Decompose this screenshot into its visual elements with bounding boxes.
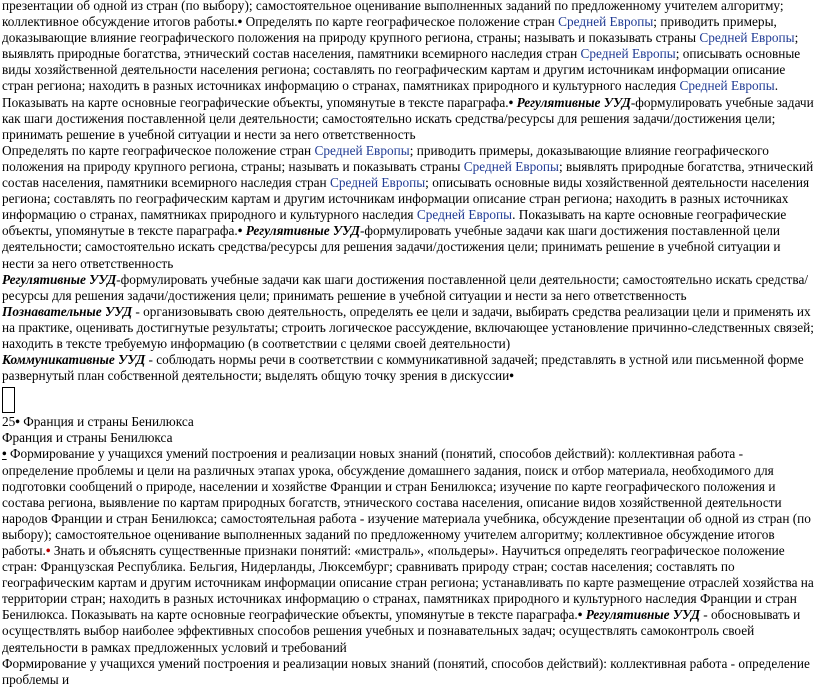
paragraph-2 xyxy=(2,143,814,272)
region-name: Средней Европы xyxy=(679,78,775,94)
topic-name: Франции и стран Бенилюкса xyxy=(330,478,493,494)
bullet: • xyxy=(45,543,51,558)
cognitive-label: Познавательные УУД xyxy=(2,303,133,319)
region-name: Средней Европы xyxy=(699,30,795,46)
text: Знать и объяснять существенные признаки понятий: «мистраль», «польдеры». Научиться определять географическое положение стран: Французская Республика. Бельгия, Нидерланды, Люксембург; сравнивать природу стран; состав населения; составлять по географическим картам и другим источникам информации описание стран региона; устанавливать по карте размещение отраслей хозяйства на территории стран; находить в разных источниках информацию о странах, памятниках природного и культурного наследия xyxy=(2,543,814,607)
bullet: • xyxy=(237,14,243,30)
bullet: • xyxy=(508,94,514,110)
region-name: Средней Европы xyxy=(416,207,513,223)
text: , обсуждение домашнего задания, поиск и отбор материала, необходимого для подготовки сообщений о природе, населении и хозяйстве xyxy=(2,462,774,494)
text: ; описывать основные виды хозяйственной деятельности населения региона; составлять по географическим картам и другим источникам информации описание стран региона; находить в разных источниках информацию о странах, памятниках природного и культурного наследия xyxy=(2,46,801,94)
paragraph-communicative xyxy=(2,352,814,384)
text: ; выявлять природные богатства, этнический состав населения, памятники всемирного наследия стран xyxy=(2,158,814,191)
text: ; описывать основные виды хозяйственной деятельности населения региона; составлять по географическим картам и другим источникам информации описание стран региона; находить в разных источниках информацию о странах, памятниках природного и культурного наследия xyxy=(2,175,810,223)
topic-name: Франции и стран Бенилюкса xyxy=(2,591,797,623)
text: Формирование у учащихся умений построения и реализации новых знаний (понятий, способов действий): коллективная работа - xyxy=(2,655,739,671)
lesson-number: 25 xyxy=(2,414,16,430)
text: Формирование у учащихся умений построения и реализации новых знаний (понятий, способов действий): коллективная работа - xyxy=(6,446,744,462)
text: -формулировать учебные задачи как шаги достижения поставленной цели деятельности; самостоятельно искать средства/ресурсы для решения задачи/достижения цели; принимать решение в учебной ситуации и нести за него ответственность xyxy=(2,223,781,271)
paragraph-1 xyxy=(2,0,814,143)
text: ; приводить примеры, доказывающие влияние географического положения на природу крупного региона, страны; называть и показывать страны xyxy=(2,142,769,174)
region-name: Средней Европы xyxy=(329,175,426,191)
text: определение проблемы и xyxy=(2,655,810,687)
paragraph-5 xyxy=(2,656,814,688)
bullet: • xyxy=(15,414,20,430)
text: определение проблемы и цели на различных этапах урока xyxy=(2,462,331,478)
paragraph-4 xyxy=(2,446,814,655)
text: ; изучение по карте географического положения и состава региона, выявление по картам природных богатств, этнического состава населения, описание видов хозяйственной деятельности народов xyxy=(2,478,782,526)
lesson-heading xyxy=(2,414,814,430)
text: презентации об одной из стран (по выбору); самостоятельное оценивание выполненных заданий по предложенному учителем алгоритму; коллективное обсуждение итогов работы. xyxy=(2,0,784,30)
text: . Показывать на карте основные географические объекты, упомянутые в тексте параграфа. xyxy=(2,78,779,110)
text: Определять по карте географическое положение стран xyxy=(2,142,315,158)
paragraph-cognitive xyxy=(2,304,814,352)
lesson-subtitle xyxy=(2,430,814,446)
region-name: Средней Европы xyxy=(463,158,559,174)
bullet: • xyxy=(237,223,243,239)
text: - организовывать свою деятельность, определять ее цели и задачи, выбирать средства реализации цели и применять их на практике, оценивать достигнутые результаты; строить логическое рассуждение, включающее установление причинно-следственных связей; находить в тексте требуемую информацию (в соответствии с целями своей деятельности) xyxy=(2,303,814,351)
regulative-label: Регулятивные УУД xyxy=(513,94,631,110)
regulative-label: Регулятивные УУД xyxy=(582,607,700,623)
regulative-label: Регулятивные УУД xyxy=(242,223,360,239)
text: ; выявлять природные богатства, этнический состав населения, памятники всемирного наследия стран xyxy=(2,30,799,62)
empty-table-cell xyxy=(2,387,15,413)
region-name: Средней Европы xyxy=(580,46,676,62)
paragraph-regulative xyxy=(2,272,814,304)
lesson-subtitle-text: Франция и страны Бенилюкса xyxy=(2,430,173,446)
topic-name: Франции и стран Бенилюкса xyxy=(50,510,214,526)
text: - соблюдать нормы речи в соответствии с коммуникативной задачей; представлять в устной или письменной форме развернутый план собственной деятельности; выделять общую точку зрения в дискуссии xyxy=(2,352,804,384)
lesson-title: Франция и страны Бенилюкса xyxy=(19,414,194,430)
text: . Показывать на карте основные географические объекты, упомянутые в тексте параграфа. xyxy=(2,207,787,239)
text: . Показывать на карте основные географические объекты, упомянутые в тексте параграфа. xyxy=(64,607,578,623)
communicative-label: Коммуникативные УУД xyxy=(2,352,146,368)
text: ; приводить примеры, доказывающие влияние географического положения на природу крупного региона, страны; называть и показывать страны xyxy=(2,14,777,46)
region-name: Средней Европы xyxy=(314,142,410,158)
text: ; самостоятельная работа - изучение материала учебника, обсуждение презентации об одной из стран (по выбору); самостоятельное оценивание выполненных заданий по предложенному учителем алгоритму; коллективное обсуждение итогов работы. xyxy=(2,510,811,558)
text: Определять по карте географическое положение стран xyxy=(242,14,559,30)
regulative-label: Регулятивные УУД xyxy=(2,271,117,287)
bullet: • xyxy=(577,607,583,623)
region-name: Средней Европы xyxy=(558,14,654,30)
text: - обосновывать и осуществлять выбор наиболее эффективных способов решения учебных и познавательных задач; осуществлять самоконтроль своей деятельности в рамках предложенных условий и требований xyxy=(2,607,801,655)
bullet: • xyxy=(2,446,7,462)
text: -формулировать учебные задачи как шаги достижения поставленной цели деятельности; самостоятельно искать средства/ресурсы для решения задачи/достижения цели; принимать решение в учебной ситуации и нести за него ответственность xyxy=(2,94,814,142)
text: -формулировать учебные задачи как шаги достижения поставленной цели деятельности; самостоятельно искать средства/ресурсы для решения задачи/достижения цели; принимать решение в учебной ситуации и нести за него ответственность xyxy=(2,271,809,303)
bullet: • xyxy=(509,368,514,384)
